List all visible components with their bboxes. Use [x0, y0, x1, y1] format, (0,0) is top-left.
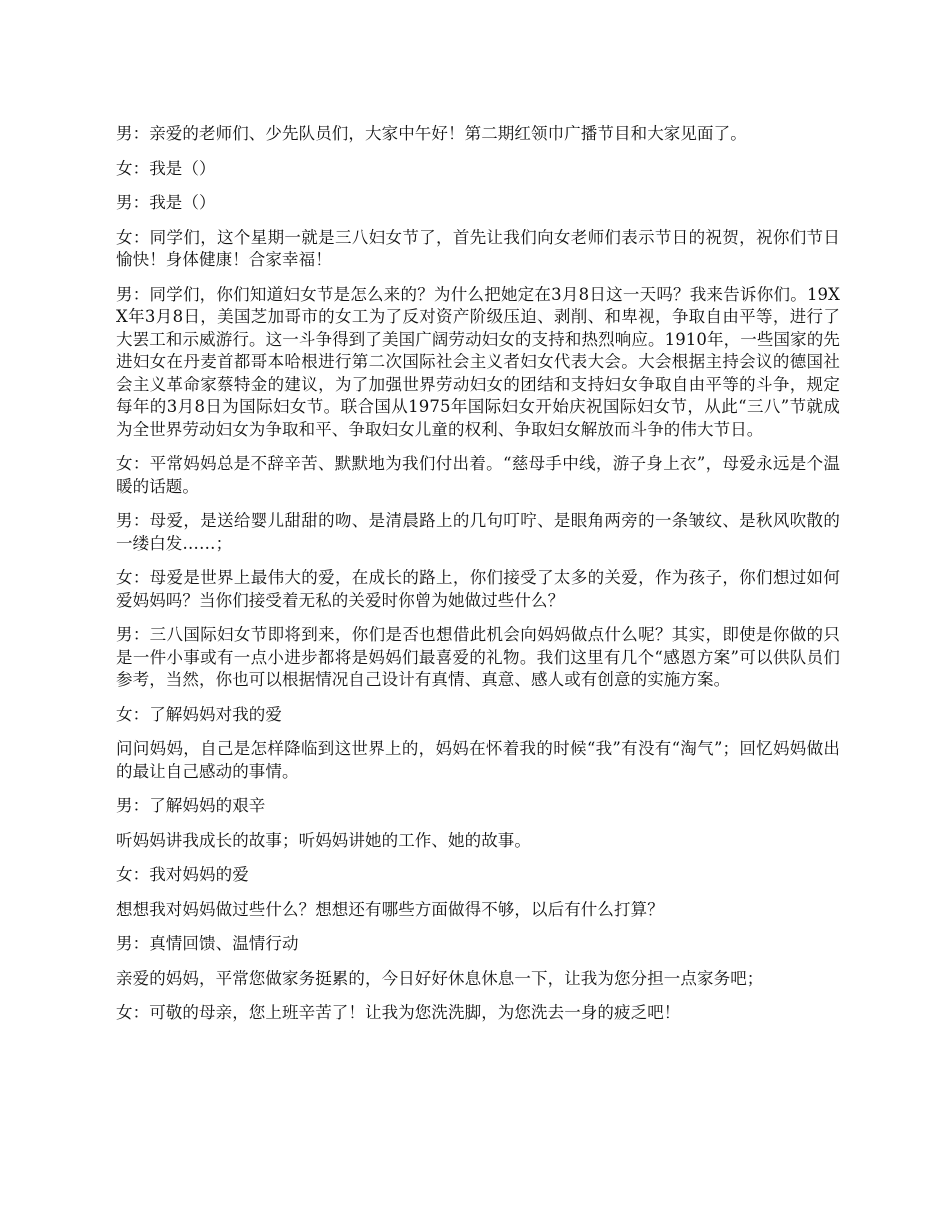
- paragraph-listen-stories: 听妈妈讲我成长的故事；听妈妈讲她的工作、她的故事。: [116, 830, 531, 850]
- paragraph-mothers-love: 男：母爱，是送给婴儿甜甜的吻、是清晨路上的几句叮咛、是眼角两旁的一条皱纹、是秋风吹散的一缕白发……；: [116, 511, 840, 553]
- paragraph-wash-feet: 女：可敬的母亲，您上班辛苦了！让我为您洗洗脚，为您洗去一身的疲乏吧！: [116, 1003, 681, 1022]
- document-body: [116, 123, 840, 1037]
- paragraph-heading-my-love: 女：我对妈妈的爱: [116, 865, 249, 884]
- paragraph-gratitude-plans: 男：三八国际妇女节即将到来，你们是否也想借此机会向妈妈做点什么呢？其实，即使是你做的只是一件小事或有一点小进步都将是妈妈们最喜爱的礼物。我们这里有几个“感恩方案”可以供队员们参考，当然，你也可以根据情况自己设计有真情、真意、感人或有创意的实施方案。: [116, 625, 840, 689]
- paragraph-womens-day-history: 男：同学们，你们知道妇女节是怎么来的？为什么把她定在3月8日这一天吗？我来告诉你们。19XX年3月8日，美国芝加哥市的女工为了反对资产阶级压迫、剥削、和卑视，争取自由平等，进行了大罢工和示威游行。这一斗争得到了美国广阔劳动妇女的支持和热烈响应。1910年，一些国家的先进妇女在丹麦首都哥本哈根进行第二次国际社会主义者妇女代表大会。大会根据主持会议的德国社会主义革命家蔡特金的建议，为了加强世界劳动妇女的团结和支持妇女争取自由平等的斗争，规定每年的3月8日为国际妇女节。联合国从1975年国际妇女开始庆祝国际妇女节，从此“三八”节就成为全世界劳动妇女为争取和平、争取妇女儿童的权利、争取妇女解放而斗争的伟大节日。: [116, 284, 840, 439]
- paragraph-heading-action: 男：真情回馈、温情行动: [116, 934, 299, 953]
- paragraph-opening-greeting: 男：亲爱的老师们、少先队员们，大家中午好！第二期红领巾广播节目和大家见面了。: [116, 124, 747, 143]
- paragraph-share-chores: 亲爱的妈妈，平常您做家务挺累的，今日好好休息休息一下，让我为您分担一点家务吧；: [116, 968, 764, 988]
- paragraph-male-intro: 男：我是（）: [116, 193, 216, 212]
- paragraph-female-intro: 女：我是（）: [116, 158, 216, 178]
- paragraph-heading-understand-love: 女：了解妈妈对我的爱: [116, 704, 282, 724]
- paragraph-reflect: 想想我对妈妈做过些什么？想想还有哪些方面做得不够，以后有什么打算？: [116, 899, 664, 919]
- paragraph-ask-mother: 问问妈妈，自己是怎样降临到这世界上的，妈妈在怀着我的时候“我”有没有“淘气”；回忆妈妈做出的最让自己感动的事情。: [116, 739, 840, 781]
- paragraph-holiday-greeting: 女：同学们，这个星期一就是三八妇女节了，首先让我们向女老师们表示节日的祝贺，祝你们节日愉快！身体健康！合家幸福！: [116, 227, 840, 269]
- paragraph-heading-understand-hardship: 男：了解妈妈的艰辛: [116, 796, 266, 815]
- paragraph-mothers-dedication: 女：平常妈妈总是不辞辛苦、默默地为我们付出着。“慈母手中线，游子身上衣”，母爱永远是个温暖的话题。: [116, 454, 840, 496]
- paragraph-greatest-love: 女：母爱是世界上最伟大的爱，在成长的路上，你们接受了太多的关爱，作为孩子，你们想过如何爱妈妈吗？当你们接受着无私的关爱时你曾为她做过些什么？: [116, 568, 840, 610]
